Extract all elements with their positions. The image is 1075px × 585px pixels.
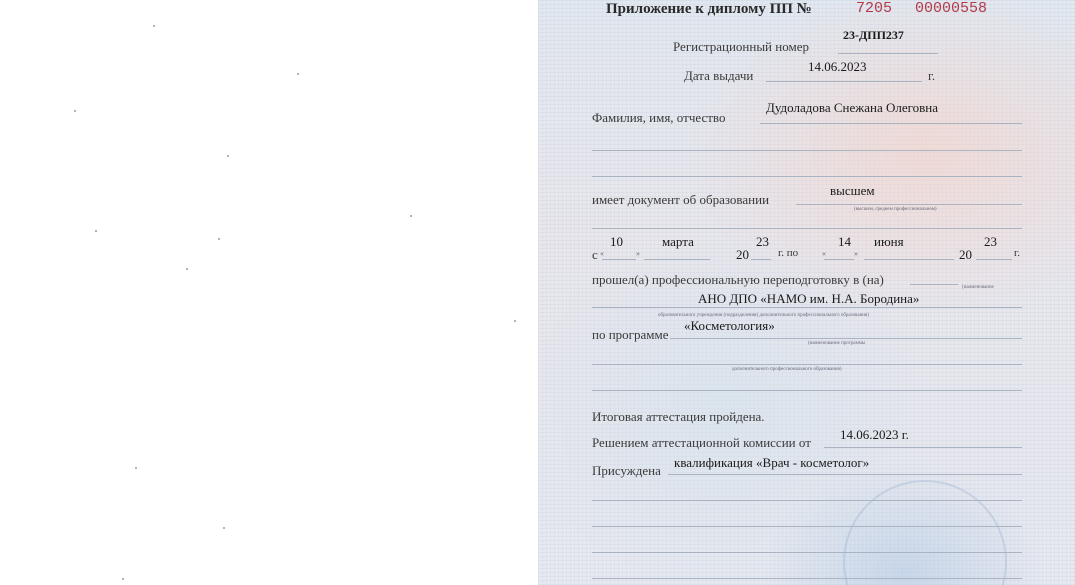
retraining-value: АНО ДПО «НАМО им. Н.А. Бородина» [698, 291, 920, 306]
to-century: 20 [959, 247, 972, 262]
serial-series: 7205 [856, 0, 893, 17]
from-day: 10 [610, 234, 623, 249]
document-title: Приложение к диплому ПП № [606, 1, 812, 17]
from-year: 23 [756, 234, 769, 249]
to-year-line [976, 259, 1012, 260]
issue-date-line [766, 81, 922, 82]
to-month: июня [874, 234, 904, 249]
from-century: 20 [736, 247, 749, 262]
from-year-line [751, 259, 771, 260]
scan-speck [227, 155, 229, 157]
to-day-line [824, 259, 854, 260]
scan-speck [153, 25, 155, 27]
education-line-2 [592, 228, 1022, 229]
from-quote-open: « [600, 249, 604, 258]
from-quote-close: » [636, 249, 640, 258]
full-name-label: Фамилия, имя, отчество [592, 110, 726, 125]
full-name-value: Дудоладова Снежана Олеговна [766, 100, 938, 115]
to-month-line [864, 259, 954, 260]
scan-speck [410, 215, 412, 217]
program-hint-1: (наименование программы [808, 341, 866, 346]
awarded-label: Присуждена [592, 463, 661, 478]
retraining-hint-below: образовательного учреждения (подразделения) дополнительного профессионального образования) [658, 313, 869, 318]
to-prefix: г. по [778, 247, 799, 259]
awarded-line-5 [592, 578, 1022, 579]
watermark-seal [843, 480, 1007, 585]
scan-speck [74, 110, 76, 112]
full-name-line [760, 123, 1022, 124]
from-prefix: с [592, 247, 598, 262]
full-name-line-3 [592, 176, 1022, 177]
program-line-2 [592, 364, 1022, 365]
commission-date: 14.06.2023 г. [840, 427, 909, 442]
education-line [796, 204, 1022, 205]
registration-value: 23-ДПП237 [843, 28, 904, 42]
program-label: по программе [592, 327, 669, 342]
issue-date-suffix: г. [928, 68, 936, 83]
education-value: высшем [830, 183, 875, 198]
scan-speck [122, 578, 124, 580]
education-label: имеет документ об образовании [592, 192, 770, 207]
scan-speck [95, 230, 97, 232]
from-day-line [602, 259, 636, 260]
to-year: 23 [984, 234, 997, 249]
awarded-line-4 [592, 552, 1022, 553]
registration-line [838, 53, 938, 54]
program-hint-2: дополнительного профессионального образования) [732, 367, 842, 372]
serial-number: 00000558 [915, 0, 988, 17]
education-hint: (высшем, среднем профессиональном) [854, 207, 937, 212]
scan-speck [218, 238, 220, 240]
registration-label: Регистрационный номер [673, 39, 809, 54]
awarded-line-3 [592, 526, 1022, 527]
program-line-3 [592, 390, 1022, 391]
retraining-hint-right: (наименование [962, 285, 994, 290]
awarded-line-2 [592, 500, 1022, 501]
program-line [670, 338, 1022, 339]
to-day: 14 [838, 234, 851, 249]
from-month-line [644, 259, 710, 260]
awarded-line [668, 474, 1022, 475]
issue-date-value: 14.06.2023 [808, 59, 867, 74]
scan-speck [514, 320, 516, 322]
to-quote-open: « [822, 249, 826, 258]
program-value: «Косметология» [684, 318, 775, 333]
period-end-suffix: г. [1014, 247, 1021, 259]
scan-speck [297, 73, 299, 75]
retraining-line [910, 284, 958, 285]
to-quote-close: » [854, 249, 858, 258]
retraining-label: прошел(а) профессиональную переподготовку в (на) [592, 272, 884, 287]
retraining-line-2 [592, 307, 1022, 308]
commission-line [824, 447, 1022, 448]
commission-label: Решением аттестационной комиссии от [592, 435, 811, 450]
scan-speck [135, 467, 137, 469]
from-month: марта [662, 234, 694, 249]
scan-speck [186, 268, 188, 270]
issue-date-label: Дата выдачи [684, 68, 754, 83]
attestation-text: Итоговая аттестация пройдена. [592, 409, 765, 424]
diploma-supplement-page [538, 0, 1075, 585]
full-name-line-2 [592, 150, 1022, 151]
scan-speck [223, 527, 225, 529]
awarded-value: квалификация «Врач - косметолог» [674, 455, 870, 470]
